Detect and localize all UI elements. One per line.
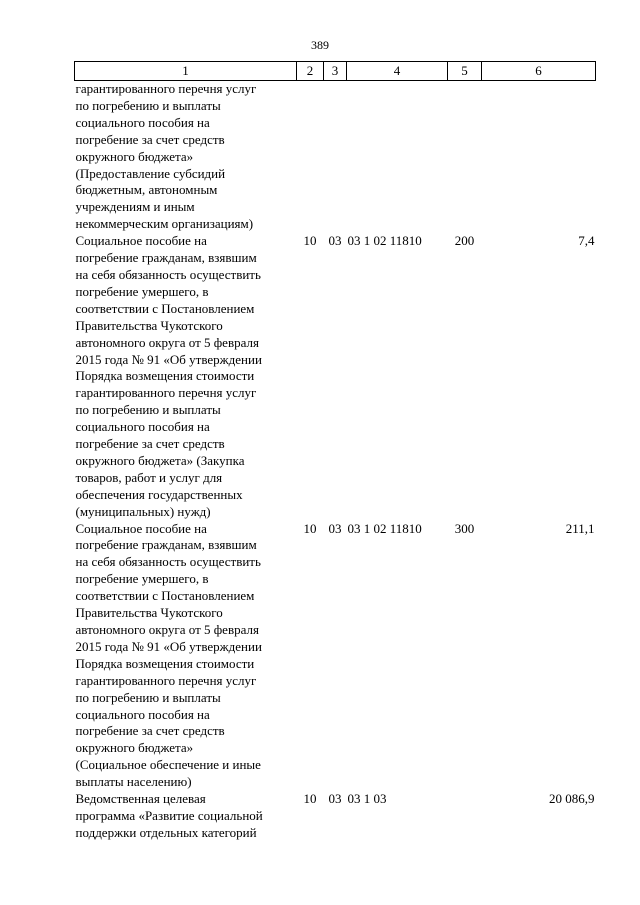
row-name-line: социального пособия на — [75, 114, 210, 130]
row-name-line: товаров, работ и услуг для — [75, 469, 223, 485]
row-section: 10 — [303, 791, 317, 807]
row-name-line: выплаты населению) — [75, 774, 192, 790]
row-section: 10 — [303, 520, 317, 536]
row-expense-type — [448, 791, 482, 842]
row-name-line: автономного округа от 5 февраля — [75, 622, 259, 637]
budget-table — [74, 61, 596, 842]
row-amount: 20 086,9 — [549, 791, 595, 807]
header-col-6: 6 — [482, 62, 596, 81]
row-subsection: 03 — [328, 520, 342, 536]
row-name-line: погребение за счет средств — [75, 436, 225, 452]
row-name-line: окружного бюджета» (Закупка — [75, 452, 245, 468]
row-expense-type: 300 — [454, 520, 475, 536]
row-name-line: поддержки отдельных категорий — [75, 824, 257, 840]
row-name-line: Правительства Чукотского — [75, 605, 223, 621]
row-section: 10 — [303, 233, 317, 249]
row-subsection: 03 — [328, 233, 342, 249]
row-name-line: автономного округа от 5 февраля — [75, 334, 259, 350]
row-name-line: учреждениям и иным — [75, 199, 195, 215]
row-name-line: социального пособия на — [75, 706, 210, 722]
row-target-article — [347, 81, 448, 234]
table-body — [75, 81, 596, 842]
row-name-line: 2015 года № 91 «Об утверждении — [75, 351, 262, 367]
row-name-line: обеспечения государственных — [75, 486, 243, 502]
header-col-4: 4 — [347, 62, 448, 81]
header-col-2: 2 — [297, 62, 324, 81]
row-name — [75, 233, 297, 520]
row-name-line: гарантированного перечня услуг — [75, 385, 257, 401]
row-name-line: погребение за счет средств — [75, 131, 225, 147]
row-name-line: программа «Развитие социальной — [75, 807, 263, 823]
row-name-line: по погребению и выплаты — [75, 689, 221, 705]
row-name — [75, 81, 297, 234]
row-name-line: соответствии с Постановлением — [75, 300, 255, 316]
row-target-article: 03 1 02 11810 — [347, 233, 422, 249]
row-target-article: 03 1 02 11810 — [347, 520, 422, 536]
row-name-line: Социальное пособие на — [75, 233, 207, 249]
row-name-line: по погребению и выплаты — [75, 97, 221, 113]
row-amount: 211,1 — [565, 520, 595, 536]
row-name-line: (Предоставление субсидий — [75, 165, 226, 181]
table-row — [75, 233, 596, 520]
header-row — [75, 62, 596, 81]
row-name-line: на себя обязанность осуществить — [75, 266, 261, 282]
header-col-5: 5 — [448, 62, 482, 81]
header-col-3: 3 — [324, 62, 347, 81]
table-row — [75, 791, 596, 842]
row-target-article: 03 1 03 — [347, 791, 387, 807]
row-name-line: окружного бюджета» — [75, 740, 194, 756]
row-name-line: социального пособия на — [75, 419, 210, 435]
row-name-line: (муниципальных) нужд) — [75, 503, 211, 519]
row-name — [75, 521, 297, 792]
row-name-line: соответствии с Постановлением — [75, 588, 255, 604]
row-name-line: погребение гражданам, взявшим — [75, 537, 257, 553]
row-subsection — [324, 81, 347, 234]
row-name-line: погребение умершего, в — [75, 283, 209, 299]
row-name-line: Порядка возмещения стоимости — [75, 655, 255, 671]
row-name-line: некоммерческим организациям) — [75, 216, 254, 232]
row-name-line: (Социальное обеспечение и иные — [75, 757, 261, 773]
row-expense-type — [448, 81, 482, 234]
table-row — [75, 81, 596, 234]
row-name-line: по погребению и выплаты — [75, 402, 221, 418]
row-name-line: на себя обязанность осуществить — [75, 554, 261, 570]
row-name-line: погребение гражданам, взявшим — [75, 250, 257, 266]
page-number: 389 — [311, 38, 329, 52]
row-subsection: 03 — [328, 791, 342, 807]
row-section — [297, 81, 324, 234]
row-name-line: окружного бюджета» — [75, 148, 194, 164]
row-name-line: 2015 года № 91 «Об утверждении — [75, 638, 262, 654]
row-name-line: гарантированного перечня услуг — [75, 81, 257, 96]
row-amount: 7,4 — [578, 233, 595, 249]
header-col-1: 1 — [75, 62, 297, 81]
row-amount — [482, 81, 596, 234]
row-name-line: Ведомственная целевая — [75, 791, 206, 807]
table-row — [75, 521, 596, 792]
row-expense-type: 200 — [454, 233, 475, 249]
row-name-line: Правительства Чукотского — [75, 317, 223, 333]
row-name-line: Порядка возмещения стоимости — [75, 368, 255, 384]
row-name-line: погребение за счет средств — [75, 723, 225, 739]
row-name-line: погребение умершего, в — [75, 571, 209, 587]
row-name — [75, 791, 297, 842]
row-name-line: бюджетным, автономным — [75, 182, 218, 198]
row-name-line: гарантированного перечня услуг — [75, 672, 257, 688]
row-name-line: Социальное пособие на — [75, 520, 207, 536]
